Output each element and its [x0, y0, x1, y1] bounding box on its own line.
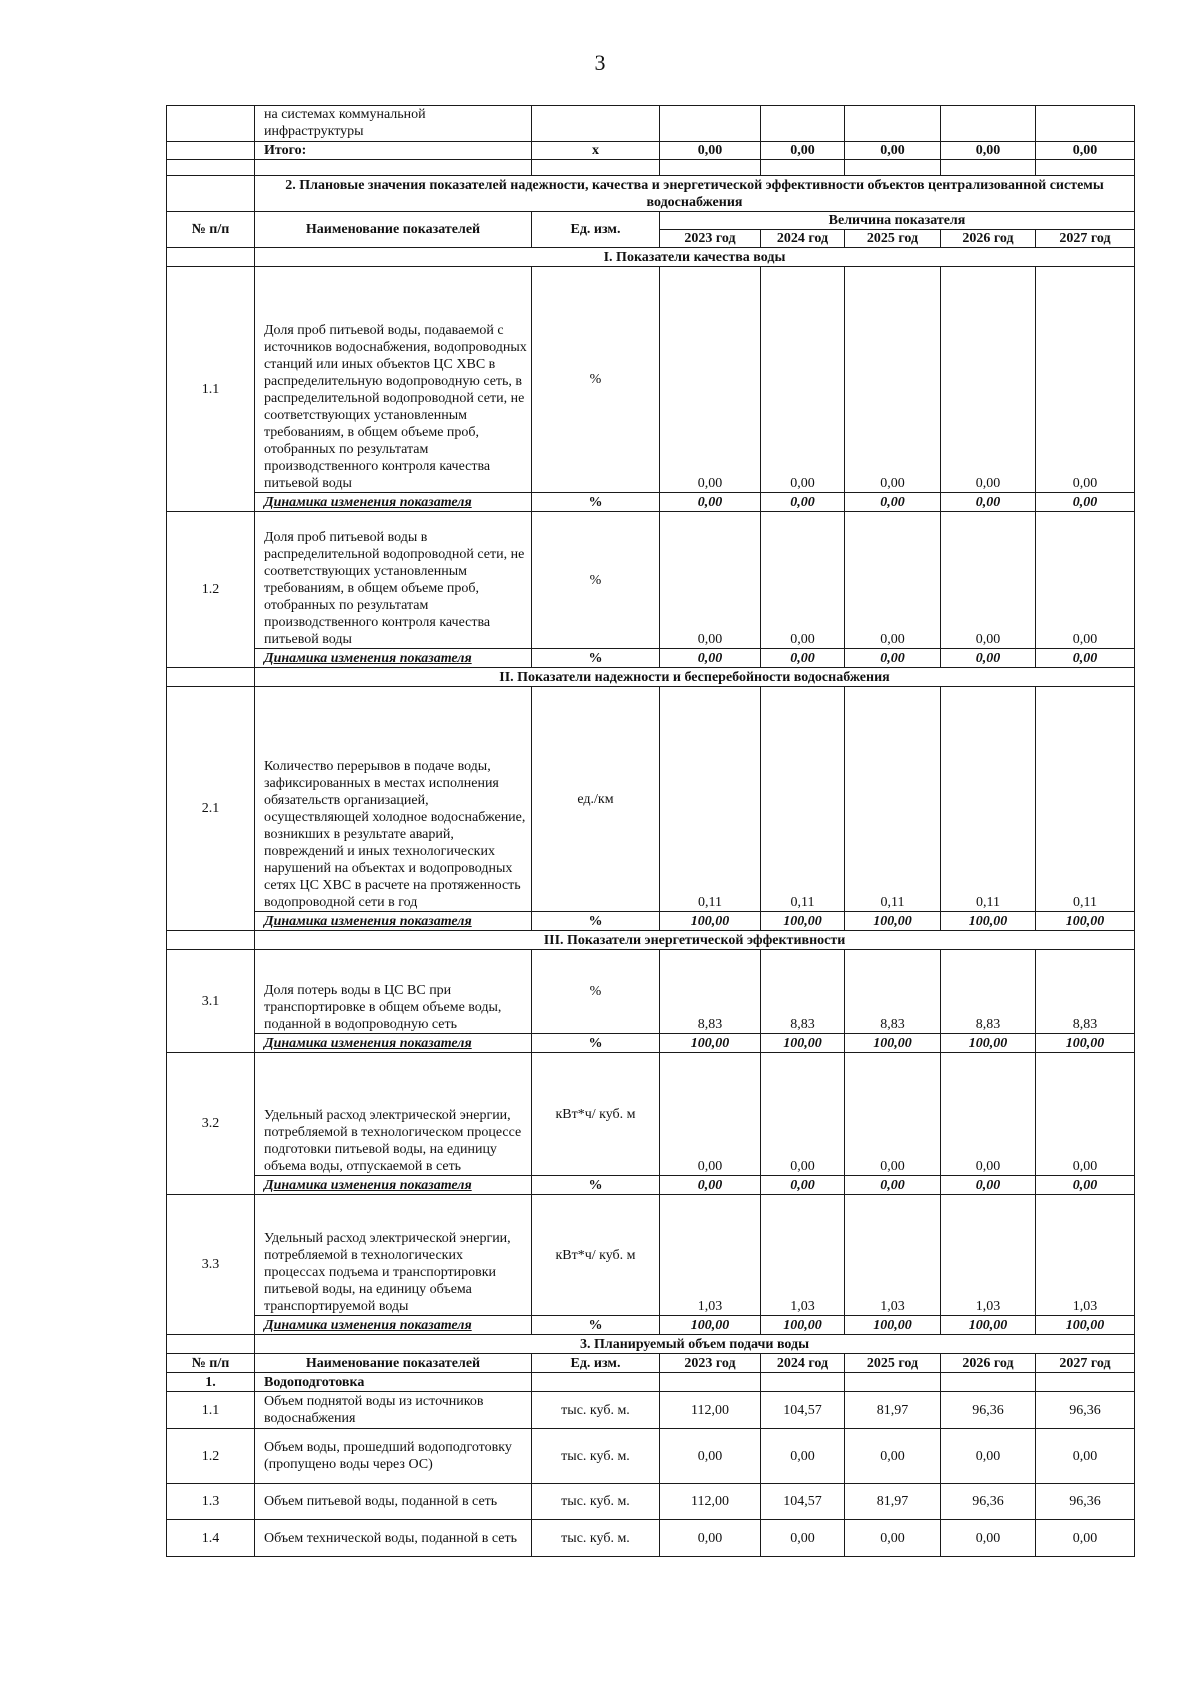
value-cell: 1,03	[660, 1195, 761, 1316]
table-row	[167, 512, 1135, 649]
value-cell: 0,00	[761, 649, 845, 668]
value-cell: 96,36	[1036, 1484, 1135, 1520]
table-cell	[167, 668, 255, 687]
value-cell: 0,11	[941, 687, 1036, 912]
value-cell: 1,03	[761, 1195, 845, 1316]
value-cell: 0,00	[941, 512, 1036, 649]
unit-cell: ед./км	[532, 687, 660, 912]
table-cell	[167, 142, 255, 160]
value-cell: 0,00	[1036, 142, 1135, 160]
table-cell	[761, 160, 845, 176]
value-cell: 100,00	[761, 912, 845, 931]
value-cell: 1,03	[941, 1195, 1036, 1316]
table-row	[167, 1392, 1135, 1429]
value-cell: 104,57	[761, 1484, 845, 1520]
header-year: 2027 год	[1036, 230, 1135, 248]
row-number: 2.1	[167, 687, 255, 931]
value-cell: 100,00	[845, 1316, 941, 1335]
value-cell: 0,00	[941, 1176, 1036, 1195]
row-number: 1.	[167, 1373, 255, 1392]
section-title: 3. Планируемый объем подачи воды	[255, 1335, 1135, 1354]
value-cell: 0,11	[761, 687, 845, 912]
value-cell: 0,00	[761, 512, 845, 649]
value-cell: 0,00	[1036, 267, 1135, 493]
value-cell: 0,00	[1036, 1053, 1135, 1176]
value-cell: 0,00	[660, 512, 761, 649]
row-number: 1.2	[167, 512, 255, 668]
value-cell: 0,00	[941, 142, 1036, 160]
table-cell	[761, 106, 845, 142]
page-number: 3	[594, 50, 606, 75]
value-cell: 0,00	[761, 1053, 845, 1176]
unit-cell: тыс. куб. м.	[532, 1520, 660, 1557]
header-year: 2024 год	[761, 1354, 845, 1373]
header-year: 2025 год	[845, 1354, 941, 1373]
header-num: № п/п	[167, 212, 255, 248]
value-cell: 100,00	[761, 1316, 845, 1335]
value-cell: 0,00	[660, 1429, 761, 1484]
value-cell: 0,00	[845, 1053, 941, 1176]
value-cell: 0,00	[660, 1520, 761, 1557]
table-cell	[845, 160, 941, 176]
value-cell: 0,00	[845, 493, 941, 512]
table-row	[167, 687, 1135, 912]
value-cell: 0,00	[845, 1429, 941, 1484]
value-cell: 96,36	[941, 1484, 1036, 1520]
continued-name: на системах коммунальной инфраструктуры	[255, 106, 532, 142]
value-cell: 0,00	[845, 142, 941, 160]
table-row	[167, 176, 1135, 212]
row-number: 1.2	[167, 1429, 255, 1484]
table-row	[167, 1429, 1135, 1484]
indicator-name: Доля проб питьевой воды в распределительной водопроводной сети, не соответствующих установленным требованиям, в общем объеме проб, отобранных по результатам производственного контроля качества питьевой воды	[255, 512, 532, 649]
row-number: 1.4	[167, 1520, 255, 1557]
value-cell: 81,97	[845, 1392, 941, 1429]
unit-cell: %	[532, 950, 660, 1034]
table-cell	[761, 1373, 845, 1392]
value-cell: 0,00	[845, 1176, 941, 1195]
indicator-name: Доля проб питьевой воды, подаваемой с источников водоснабжения, водопроводных станций или иных объектов ЦС ХВС в распределительную водопроводную сеть, в распределительной водопроводной сети, не соответствующих установленным требованиям, в общем объеме проб, отобранных по результатам производственного контроля качества питьевой воды	[255, 267, 532, 493]
header-num: № п/п	[167, 1354, 255, 1373]
dynamics-unit: %	[532, 912, 660, 931]
table-cell	[167, 106, 255, 142]
table-row	[167, 649, 1135, 668]
value-cell: 0,00	[660, 267, 761, 493]
header-year: 2023 год	[660, 230, 761, 248]
value-cell: 100,00	[1036, 1034, 1135, 1053]
table-body	[167, 106, 1135, 1557]
table-row	[167, 248, 1135, 267]
value-cell: 8,83	[1036, 950, 1135, 1034]
value-cell: 104,57	[761, 1392, 845, 1429]
indicator-name: Объем поднятой воды из источников водоснабжения	[255, 1392, 532, 1429]
unit-cell: тыс. куб. м.	[532, 1484, 660, 1520]
table-cell	[532, 1373, 660, 1392]
value-cell: 100,00	[660, 1034, 761, 1053]
header-year: 2027 год	[1036, 1354, 1135, 1373]
unit-cell: %	[532, 512, 660, 649]
value-cell: 0,00	[1036, 649, 1135, 668]
value-cell: 0,00	[660, 493, 761, 512]
value-cell: 8,83	[941, 950, 1036, 1034]
table-row	[167, 1484, 1135, 1520]
value-cell: 0,00	[761, 493, 845, 512]
value-cell: 0,00	[660, 1053, 761, 1176]
unit-cell: x	[532, 142, 660, 160]
value-cell: 0,00	[660, 142, 761, 160]
value-cell: 0,00	[941, 1053, 1036, 1176]
indicator-name: Объем питьевой воды, поданной в сеть	[255, 1484, 532, 1520]
dynamics-unit: %	[532, 1034, 660, 1053]
dynamics-label: Динамика изменения показателя	[255, 493, 532, 512]
table-row	[167, 950, 1135, 1034]
value-cell: 0,00	[941, 267, 1036, 493]
dynamics-label: Динамика изменения показателя	[255, 912, 532, 931]
table-cell	[845, 1373, 941, 1392]
value-cell: 0,00	[845, 267, 941, 493]
value-cell: 0,00	[761, 1520, 845, 1557]
value-cell: 0,00	[1036, 1176, 1135, 1195]
table-row	[167, 912, 1135, 931]
value-cell: 0,00	[1036, 512, 1135, 649]
table-row	[167, 1053, 1135, 1176]
dynamics-unit: %	[532, 1176, 660, 1195]
table-cell	[660, 160, 761, 176]
row-number: 1.3	[167, 1484, 255, 1520]
table-row	[167, 212, 1135, 230]
header-unit: Ед. изм.	[532, 1354, 660, 1373]
value-cell: 0,00	[761, 1429, 845, 1484]
indicator-name: Объем технической воды, поданной в сеть	[255, 1520, 532, 1557]
value-cell: 96,36	[941, 1392, 1036, 1429]
value-cell: 1,03	[1036, 1195, 1135, 1316]
table-cell	[660, 106, 761, 142]
unit-cell: тыс. куб. м.	[532, 1429, 660, 1484]
indicator-name: Удельный расход электрической энергии, потребляемой в технологических процессах подъема и транспортировки питьевой воды, на единицу объема транспортируемой воды	[255, 1195, 532, 1316]
value-cell: 1,03	[845, 1195, 941, 1316]
total-label: Итого:	[255, 142, 532, 160]
row-number: 1.1	[167, 267, 255, 512]
dynamics-label: Динамика изменения показателя	[255, 649, 532, 668]
table-cell	[532, 160, 660, 176]
unit-cell: %	[532, 267, 660, 493]
row-number: 1.1	[167, 1392, 255, 1429]
indicator-name: Удельный расход электрической энергии, потребляемой в технологическом процессе подготовки питьевой воды, на единицу объема воды, отпускаемой в сеть	[255, 1053, 532, 1176]
header-name: Наименование показателей	[255, 212, 532, 248]
header-year: 2026 год	[941, 230, 1036, 248]
table-row	[167, 160, 1135, 176]
table-row	[167, 931, 1135, 950]
value-cell: 100,00	[941, 912, 1036, 931]
indicator-name: Количество перерывов в подаче воды, зафиксированных в местах исполнения обязательств организацией, осуществляющей холодное водоснабжение, возникших в результате аварий, повреждений и иных технологических нарушений на объектах и водопроводных сетях ЦС ХВС в расчете на протяженность водопроводной сети в год	[255, 687, 532, 912]
value-cell: 0,00	[1036, 1520, 1135, 1557]
value-cell: 0,00	[941, 1429, 1036, 1484]
group-title: III. Показатели энергетической эффективности	[255, 931, 1135, 950]
dynamics-unit: %	[532, 649, 660, 668]
table-cell	[941, 160, 1036, 176]
value-cell: 96,36	[1036, 1392, 1135, 1429]
header-unit: Ед. изм.	[532, 212, 660, 248]
value-cell: 8,83	[761, 950, 845, 1034]
row-number: 3.3	[167, 1195, 255, 1335]
table-cell	[167, 1335, 255, 1354]
table-row	[167, 1195, 1135, 1316]
value-cell: 0,00	[845, 1520, 941, 1557]
value-cell: 100,00	[941, 1034, 1036, 1053]
table-row	[167, 1034, 1135, 1053]
table-cell	[941, 1373, 1036, 1392]
value-cell: 112,00	[660, 1484, 761, 1520]
value-cell: 0,00	[761, 1176, 845, 1195]
table-cell	[660, 1373, 761, 1392]
header-name: Наименование показателей	[255, 1354, 532, 1373]
value-cell: 100,00	[845, 912, 941, 931]
table-cell	[532, 106, 660, 142]
value-cell: 8,83	[660, 950, 761, 1034]
table-row	[167, 142, 1135, 160]
header-year: 2024 год	[761, 230, 845, 248]
table-cell	[941, 106, 1036, 142]
dynamics-label: Динамика изменения показателя	[255, 1316, 532, 1335]
row-number: 3.2	[167, 1053, 255, 1195]
table-row	[167, 1354, 1135, 1373]
value-cell: 100,00	[660, 1316, 761, 1335]
value-cell: 8,83	[845, 950, 941, 1034]
indicators-table	[166, 105, 1135, 1557]
dynamics-label: Динамика изменения показателя	[255, 1176, 532, 1195]
header-year: 2025 год	[845, 230, 941, 248]
value-cell: 0,00	[1036, 493, 1135, 512]
table-row	[167, 668, 1135, 687]
value-cell: 100,00	[761, 1034, 845, 1053]
indicator-name: Доля потерь воды в ЦС ВС при транспортировке в общем объеме воды, поданной в водопроводную сеть	[255, 950, 532, 1034]
table-cell	[1036, 160, 1135, 176]
group-title: I. Показатели качества воды	[255, 248, 1135, 267]
table-row	[167, 1176, 1135, 1195]
value-cell: 0,00	[660, 649, 761, 668]
value-cell: 0,00	[941, 1520, 1036, 1557]
section-title: 2. Плановые значения показателей надежности, качества и энергетической эффективности объектов централизованной системы водоснабжения	[255, 176, 1135, 212]
value-cell: 100,00	[941, 1316, 1036, 1335]
dynamics-label: Динамика изменения показателя	[255, 1034, 532, 1053]
value-cell: 0,11	[845, 687, 941, 912]
table-row	[167, 1316, 1135, 1335]
value-cell: 0,00	[761, 267, 845, 493]
value-cell: 0,00	[660, 1176, 761, 1195]
value-cell: 100,00	[845, 1034, 941, 1053]
indicator-name: Объем воды, прошедший водоподготовку (пропущено воды через ОС)	[255, 1429, 532, 1484]
value-cell: 0,00	[941, 649, 1036, 668]
value-cell: 0,00	[761, 142, 845, 160]
row-number: 3.1	[167, 950, 255, 1053]
table-cell	[167, 160, 255, 176]
table-row	[167, 1373, 1135, 1392]
dynamics-unit: %	[532, 1316, 660, 1335]
value-cell: 112,00	[660, 1392, 761, 1429]
value-cell: 0,00	[845, 649, 941, 668]
dynamics-unit: %	[532, 493, 660, 512]
header-year: 2023 год	[660, 1354, 761, 1373]
table-cell	[255, 160, 532, 176]
value-cell: 0,11	[1036, 687, 1135, 912]
table-cell	[167, 931, 255, 950]
table-row	[167, 106, 1135, 142]
group-name: Водоподготовка	[255, 1373, 532, 1392]
value-cell: 0,11	[660, 687, 761, 912]
table-cell	[167, 176, 255, 212]
value-cell: 100,00	[1036, 912, 1135, 931]
value-cell: 0,00	[845, 512, 941, 649]
value-cell: 100,00	[1036, 1316, 1135, 1335]
table-row	[167, 493, 1135, 512]
unit-cell: кВт*ч/ куб. м	[532, 1195, 660, 1316]
value-cell: 100,00	[660, 912, 761, 931]
table-cell	[167, 248, 255, 267]
header-value: Величина показателя	[660, 212, 1135, 230]
value-cell: 0,00	[1036, 1429, 1135, 1484]
table-cell	[1036, 106, 1135, 142]
table-cell	[845, 106, 941, 142]
unit-cell: кВт*ч/ куб. м	[532, 1053, 660, 1176]
table-cell	[1036, 1373, 1135, 1392]
unit-cell: тыс. куб. м.	[532, 1392, 660, 1429]
table-row	[167, 267, 1135, 493]
value-cell: 81,97	[845, 1484, 941, 1520]
table-row	[167, 1335, 1135, 1354]
table-row	[167, 1520, 1135, 1557]
header-year: 2026 год	[941, 1354, 1036, 1373]
group-title: II. Показатели надежности и бесперебойности водоснабжения	[255, 668, 1135, 687]
value-cell: 0,00	[941, 493, 1036, 512]
